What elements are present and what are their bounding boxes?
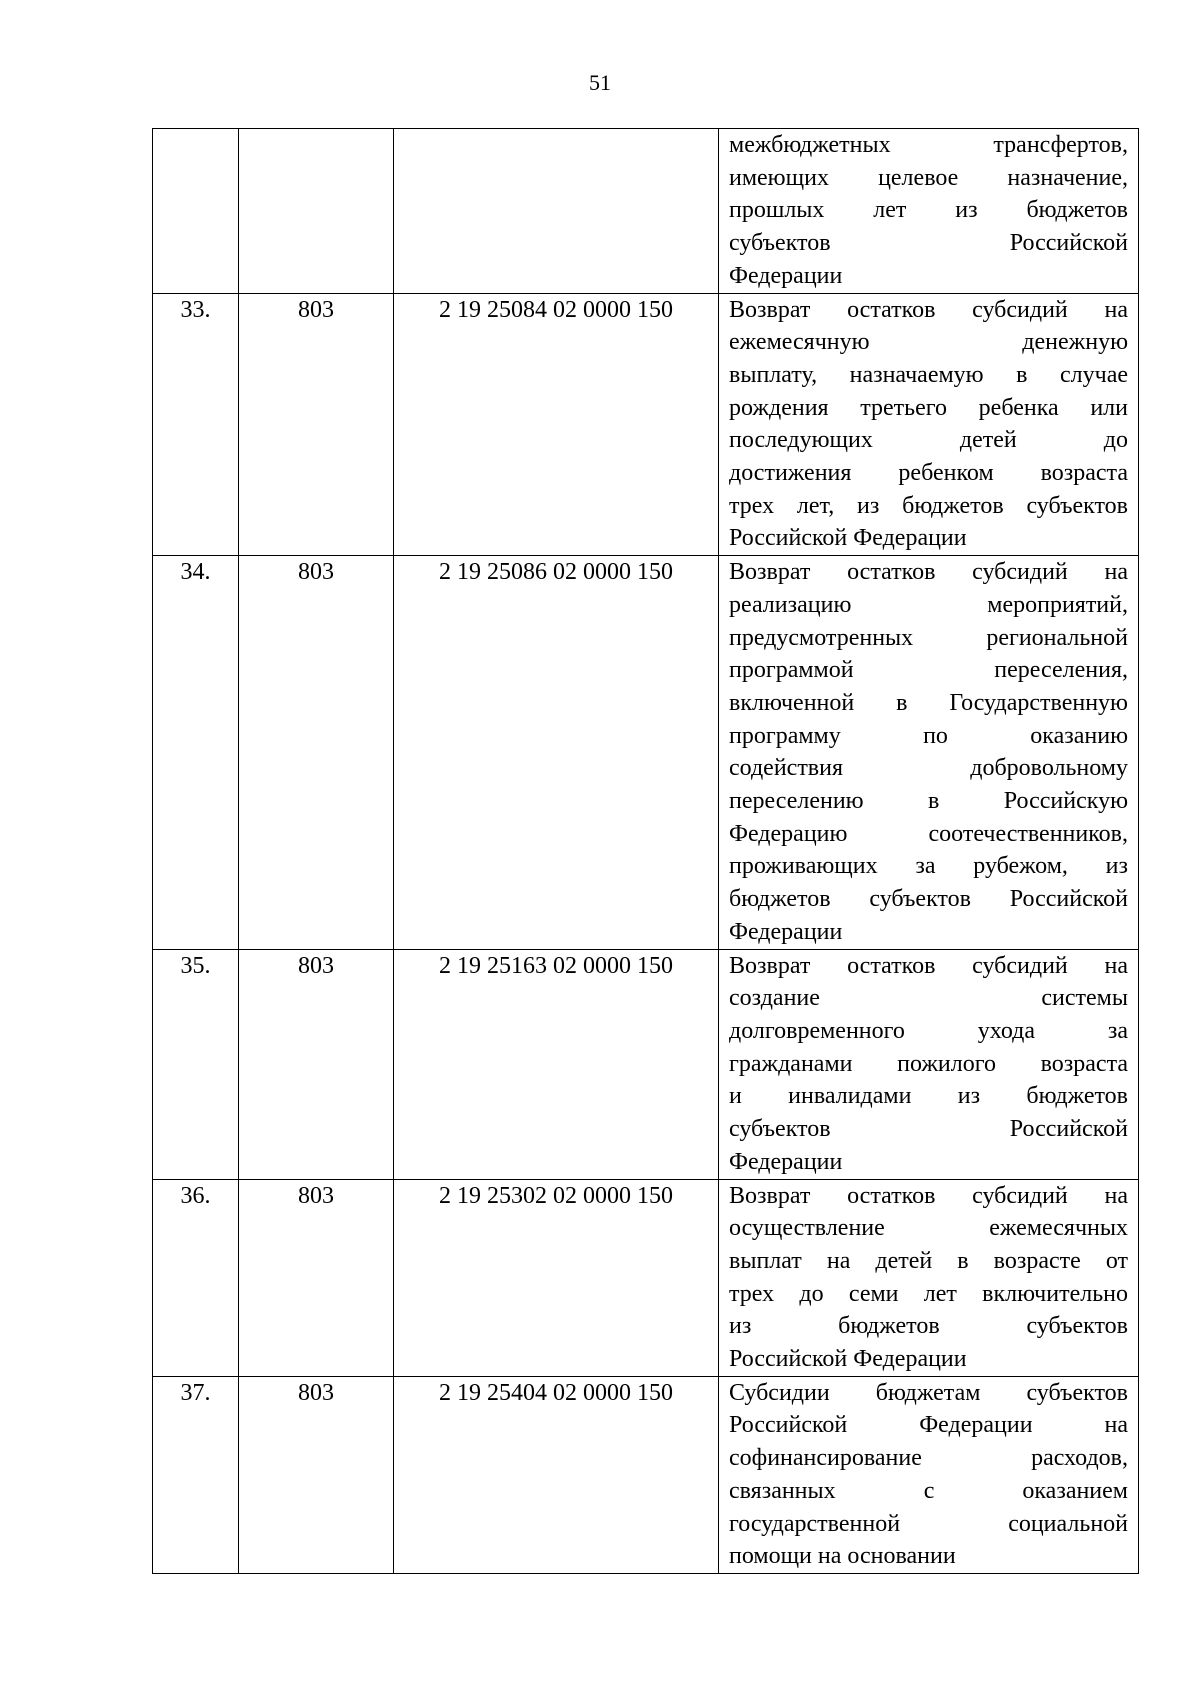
description-line: выплат на детей в возрасте от: [729, 1247, 1128, 1274]
administrator-code-cell: 803: [239, 1376, 394, 1573]
description-line: проживающих за рубежом, из: [729, 853, 1128, 880]
description-line: софинансирование расходов,: [729, 1445, 1128, 1472]
description-line: Федерации: [729, 262, 843, 289]
description-line: субъектов Российской: [729, 230, 1128, 257]
table-row: [153, 949, 1139, 1179]
budget-classification-code-cell: 2 19 25086 02 0000 150: [394, 556, 719, 949]
table-row: [153, 556, 1139, 949]
administrator-code-cell: 803: [239, 1179, 394, 1376]
row-number-cell: 36.: [153, 1179, 239, 1376]
description-line: программой переселения,: [729, 657, 1128, 684]
description-line: последующих детей до: [729, 427, 1128, 454]
row-number-cell: [153, 129, 239, 294]
description-line: трех лет, из бюджетов субъектов: [729, 492, 1128, 519]
row-number-cell: 33.: [153, 293, 239, 556]
table-body: [153, 129, 1139, 1574]
description-line: Субсидии бюджетам субъектов: [729, 1379, 1128, 1406]
description-line: имеющих целевое назначение,: [729, 164, 1128, 191]
description-line: создание системы: [729, 985, 1128, 1012]
description-line: Российской Федерации: [729, 525, 967, 552]
budget-classification-code-cell: 2 19 25404 02 0000 150: [394, 1376, 719, 1573]
administrator-code-cell: 803: [239, 949, 394, 1179]
page-number: 51: [589, 70, 611, 95]
description-line: Возврат остатков субсидий на: [729, 1182, 1128, 1209]
description-line: реализацию мероприятий,: [729, 591, 1128, 618]
description-line: и инвалидами из бюджетов: [729, 1083, 1128, 1110]
description-line: прошлых лет из бюджетов: [729, 197, 1128, 224]
description-line: субъектов Российской: [729, 1116, 1128, 1143]
description-line: Российской Федерации: [729, 1346, 967, 1373]
description-line: Возврат остатков субсидий на: [729, 296, 1128, 323]
table-row: [153, 293, 1139, 556]
table-row: [153, 129, 1139, 294]
description-line: ежемесячную денежную: [729, 329, 1128, 356]
description-line: программу по оказанию: [729, 722, 1128, 749]
table-row: [153, 1179, 1139, 1376]
description-line: Федерацию соотечественников,: [729, 820, 1128, 847]
description-line: рождения третьего ребенка или: [729, 394, 1128, 421]
table-row: [153, 1376, 1139, 1573]
description-line: государственной социальной: [729, 1510, 1128, 1537]
income-description-cell: [719, 129, 1139, 294]
description-line: долговременного ухода за: [729, 1017, 1128, 1044]
row-number-cell: 34.: [153, 556, 239, 949]
description-line: трех до семи лет включительно: [729, 1280, 1128, 1307]
description-line: гражданами пожилого возраста: [729, 1050, 1128, 1077]
income-description-cell: [719, 1179, 1139, 1376]
description-line: Российской Федерации на: [729, 1412, 1128, 1439]
description-line: Возврат остатков субсидий на: [729, 559, 1128, 586]
description-line: предусмотренных региональной: [729, 624, 1128, 651]
description-line: переселению в Российскую: [729, 788, 1128, 815]
administrator-code-cell: [239, 129, 394, 294]
description-line: содействия добровольному: [729, 755, 1128, 782]
description-line: осуществление ежемесячных: [729, 1215, 1128, 1242]
budget-codes-table: [152, 128, 1139, 1574]
budget-classification-code-cell: 2 19 25302 02 0000 150: [394, 1179, 719, 1376]
income-description-cell: [719, 1376, 1139, 1573]
description-line: помощи на основании: [729, 1543, 956, 1570]
income-description-cell: [719, 556, 1139, 949]
description-line: достижения ребенком возраста: [729, 460, 1128, 487]
description-line: выплату, назначаемую в случае: [729, 361, 1128, 388]
administrator-code-cell: 803: [239, 293, 394, 556]
description-line: Федерации: [729, 1148, 843, 1175]
description-line: из бюджетов субъектов: [729, 1313, 1128, 1340]
row-number-cell: 35.: [153, 949, 239, 1179]
row-number-cell: 37.: [153, 1376, 239, 1573]
budget-classification-code-cell: 2 19 25084 02 0000 150: [394, 293, 719, 556]
description-line: Федерации: [729, 918, 843, 945]
description-line: Возврат остатков субсидий на: [729, 952, 1128, 979]
income-description-cell: [719, 949, 1139, 1179]
administrator-code-cell: 803: [239, 556, 394, 949]
description-line: бюджетов субъектов Российской: [729, 886, 1128, 913]
budget-classification-code-cell: 2 19 25163 02 0000 150: [394, 949, 719, 1179]
budget-classification-code-cell: [394, 129, 719, 294]
description-line: связанных с оказанием: [729, 1477, 1128, 1504]
description-line: включенной в Государственную: [729, 689, 1128, 716]
income-description-cell: [719, 293, 1139, 556]
description-line: межбюджетных трансфертов,: [729, 132, 1128, 158]
